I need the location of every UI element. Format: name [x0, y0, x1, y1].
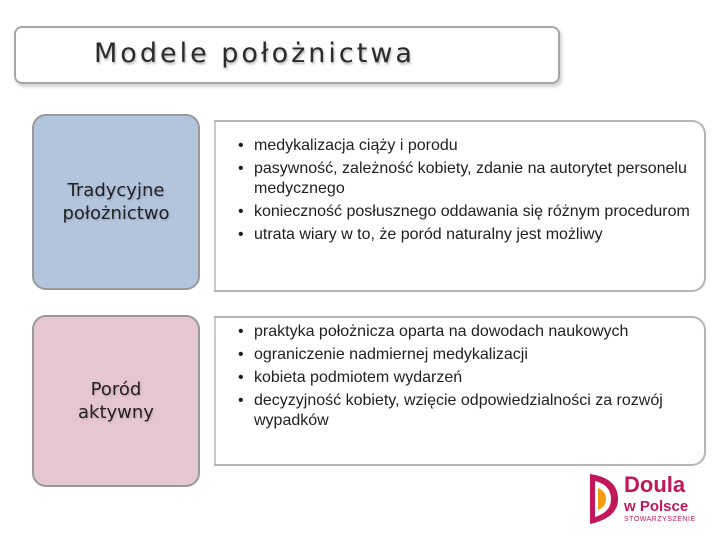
label-active-line1: Poród: [90, 379, 142, 400]
logo-text-w-polsce: w Polsce: [624, 498, 689, 515]
page-title: Modele położnictwa: [94, 38, 415, 69]
content-divider: [214, 122, 216, 290]
logo-text-stowarzyszenie: STOWARZYSZENIE: [624, 516, 696, 523]
label-traditional-obstetrics: [32, 114, 200, 290]
list-item: • ograniczenie nadmiernej medykalizacji: [238, 345, 696, 365]
bullet-list-active: [238, 322, 696, 434]
label-active-line2: aktywny: [78, 402, 154, 423]
content-traditional: [214, 120, 706, 292]
list-item: • decyzyjność kobiety, wzięcie odpowiedzialności za rozwój wypadków: [238, 391, 696, 431]
label-traditional-line2: położnictwo: [62, 203, 170, 224]
list-item: • pasywność, zależność kobiety, zdanie na autorytet personelu medycznego: [238, 159, 696, 199]
content-active: [214, 316, 706, 466]
title-box: [14, 26, 560, 84]
label-traditional-text: [62, 179, 169, 225]
list-item: • konieczność posłusznego oddawania się różnym procedurom: [238, 202, 696, 222]
logo-text-doula: Doula: [624, 472, 686, 497]
list-item: • kobieta podmiotem wydarzeń: [238, 368, 696, 388]
label-active-text: [78, 378, 154, 424]
list-item: • medykalizacja ciąży i porodu: [238, 136, 696, 156]
doula-logo: [586, 472, 698, 526]
label-active-birth: [32, 315, 200, 487]
label-traditional-line1: Tradycyjne: [67, 180, 165, 201]
bullet-list-traditional: [238, 136, 696, 248]
list-item: • utrata wiary w to, że poród naturalny jest możliwy: [238, 225, 696, 245]
list-item: • praktyka położnicza oparta na dowodach naukowych: [238, 322, 696, 342]
content-divider: [214, 318, 216, 464]
doula-logo-mark-icon: [586, 472, 622, 526]
